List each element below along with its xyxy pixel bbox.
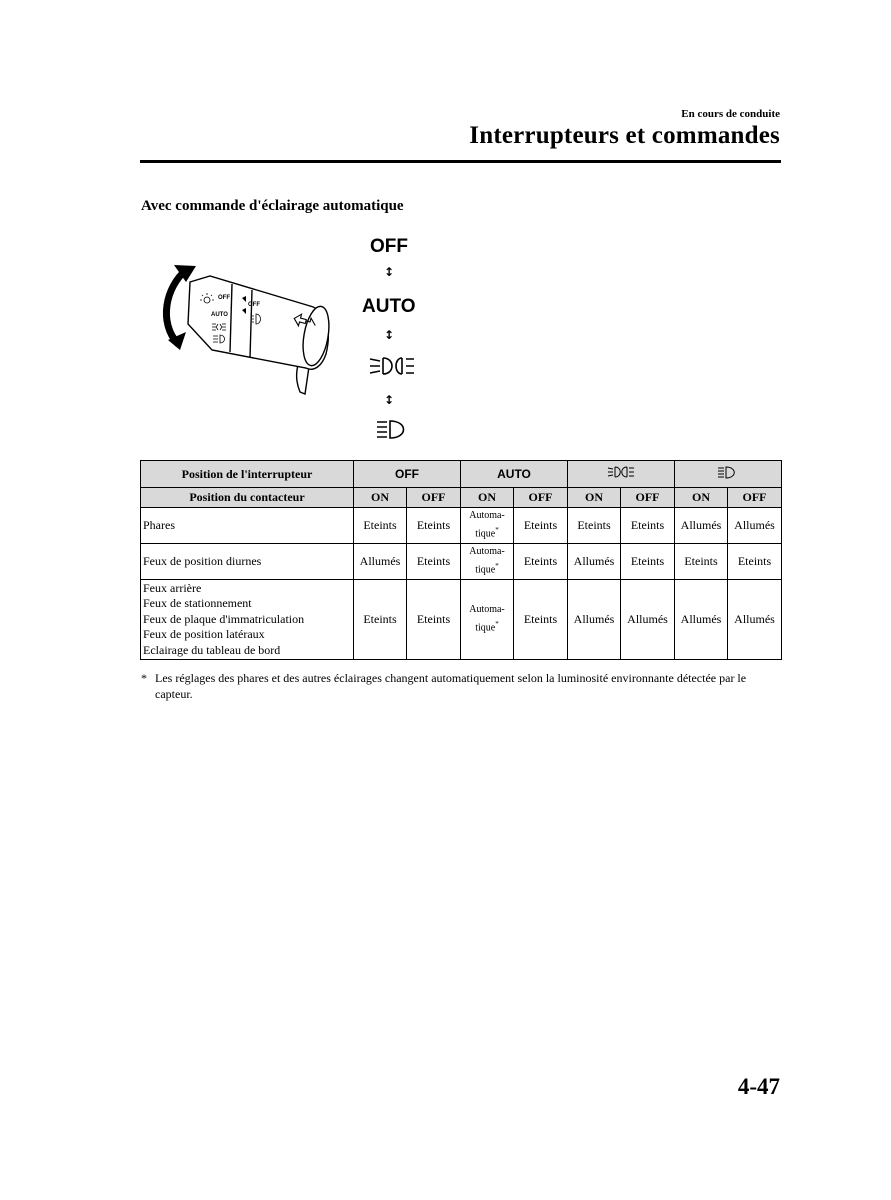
- parking-lights-position-icon: [370, 358, 414, 374]
- auto-footnote-mark: *: [495, 526, 499, 535]
- table-row: [141, 508, 782, 544]
- auto-line-1: Automa-: [469, 510, 505, 522]
- table-cell: Eteints: [514, 580, 568, 660]
- table-cell: Allumés: [728, 508, 782, 544]
- table-cell: Allumés: [621, 580, 675, 660]
- row-label-line: Feux de position diurnes: [143, 553, 262, 568]
- table-cell: Eteints: [568, 508, 621, 544]
- col-off: OFF: [407, 488, 461, 508]
- table-cell: [461, 544, 514, 580]
- col-on: ON: [568, 488, 621, 508]
- section-heading: Avec commande d'éclairage automatique: [141, 198, 404, 214]
- lever-off-label-2: OFF: [248, 302, 260, 308]
- auto-line-2: tique: [475, 528, 496, 540]
- col-header-auto: AUTO: [461, 461, 568, 488]
- row-label: [141, 580, 354, 660]
- table-row: [141, 544, 782, 580]
- table-cell: Allumés: [675, 508, 728, 544]
- col-header-headlights: [675, 461, 782, 488]
- auto-footnote-mark: *: [495, 562, 499, 571]
- col-off: OFF: [514, 488, 568, 508]
- switch-position-header: Position de l'interrupteur: [141, 461, 354, 488]
- col-header-parking: [568, 461, 675, 488]
- lever-off-label: OFF: [218, 295, 230, 301]
- row-label-line: Feux de position latéraux: [143, 627, 265, 642]
- page-title: Interrupteurs et commandes: [469, 122, 780, 149]
- row-label-line: Eclairage du tableau de bord: [143, 642, 281, 657]
- table-cell: Eteints: [407, 580, 461, 660]
- table-cell: [461, 508, 514, 544]
- auto-value: [469, 509, 505, 541]
- table-cell: [461, 580, 514, 660]
- footnote-text: Les réglages des phares et des autres éclairages changent automatiquement selon la luminosité environnante détectée par le capteur.: [155, 671, 747, 701]
- col-on: ON: [354, 488, 407, 508]
- table-row: [141, 580, 782, 660]
- auto-footnote-mark: *: [495, 620, 499, 629]
- table-cell: Eteints: [514, 544, 568, 580]
- auto-line-2: tique: [475, 564, 496, 576]
- headlights-position-icon: [377, 421, 404, 438]
- lever-auto-label: AUTO: [211, 312, 228, 318]
- auto-line-1: Automa-: [469, 604, 505, 616]
- table-cell: Allumés: [568, 544, 621, 580]
- table-cell: Eteints: [407, 508, 461, 544]
- headlights-icon: [716, 465, 740, 479]
- col-on: ON: [461, 488, 514, 508]
- table-cell: Eteints: [728, 544, 782, 580]
- row-label-line: Phares: [143, 517, 175, 532]
- auto-line-2: tique: [475, 622, 496, 634]
- col-off: OFF: [728, 488, 782, 508]
- chapter-title: En cours de conduite: [681, 108, 780, 120]
- row-label-line: Feux de stationnement: [143, 596, 252, 611]
- position-arrow-1: ↕: [384, 265, 395, 279]
- table-cell: Eteints: [621, 544, 675, 580]
- header-rule: [140, 160, 781, 163]
- col-header-off: OFF: [354, 461, 461, 488]
- position-off-label: OFF: [370, 236, 408, 257]
- page-number: 4-47: [737, 1074, 780, 1099]
- table-cell: Allumés: [568, 580, 621, 660]
- row-label: [141, 544, 354, 580]
- position-arrow-2: ↕: [384, 328, 395, 342]
- contactor-position-header: Position du contacteur: [141, 488, 354, 508]
- row-label-line: Feux arrière: [143, 580, 202, 595]
- row-label-line: Feux de plaque d'immatriculation: [143, 611, 305, 626]
- parking-lights-icon: [606, 465, 636, 479]
- auto-value: [469, 545, 505, 577]
- table-cell: Eteints: [354, 580, 407, 660]
- table-cell: Allumés: [728, 580, 782, 660]
- lever-body: [188, 276, 333, 394]
- table-cell: Eteints: [675, 544, 728, 580]
- position-arrow-3: ↕: [384, 393, 395, 407]
- lighting-switch-illustration: [150, 232, 440, 447]
- auto-line-1: Automa-: [469, 546, 505, 558]
- table-cell: Allumés: [354, 544, 407, 580]
- position-auto-label: AUTO: [362, 296, 416, 317]
- col-off: OFF: [621, 488, 675, 508]
- table-cell: Eteints: [407, 544, 461, 580]
- col-on: ON: [675, 488, 728, 508]
- table-cell: Eteints: [514, 508, 568, 544]
- footnote-mark: *: [141, 671, 147, 685]
- lighting-status-table: [140, 460, 782, 660]
- row-label: [141, 508, 354, 544]
- table-cell: Eteints: [354, 508, 407, 544]
- auto-value: [469, 603, 505, 635]
- table-cell: Eteints: [621, 508, 675, 544]
- table-cell: Allumés: [675, 580, 728, 660]
